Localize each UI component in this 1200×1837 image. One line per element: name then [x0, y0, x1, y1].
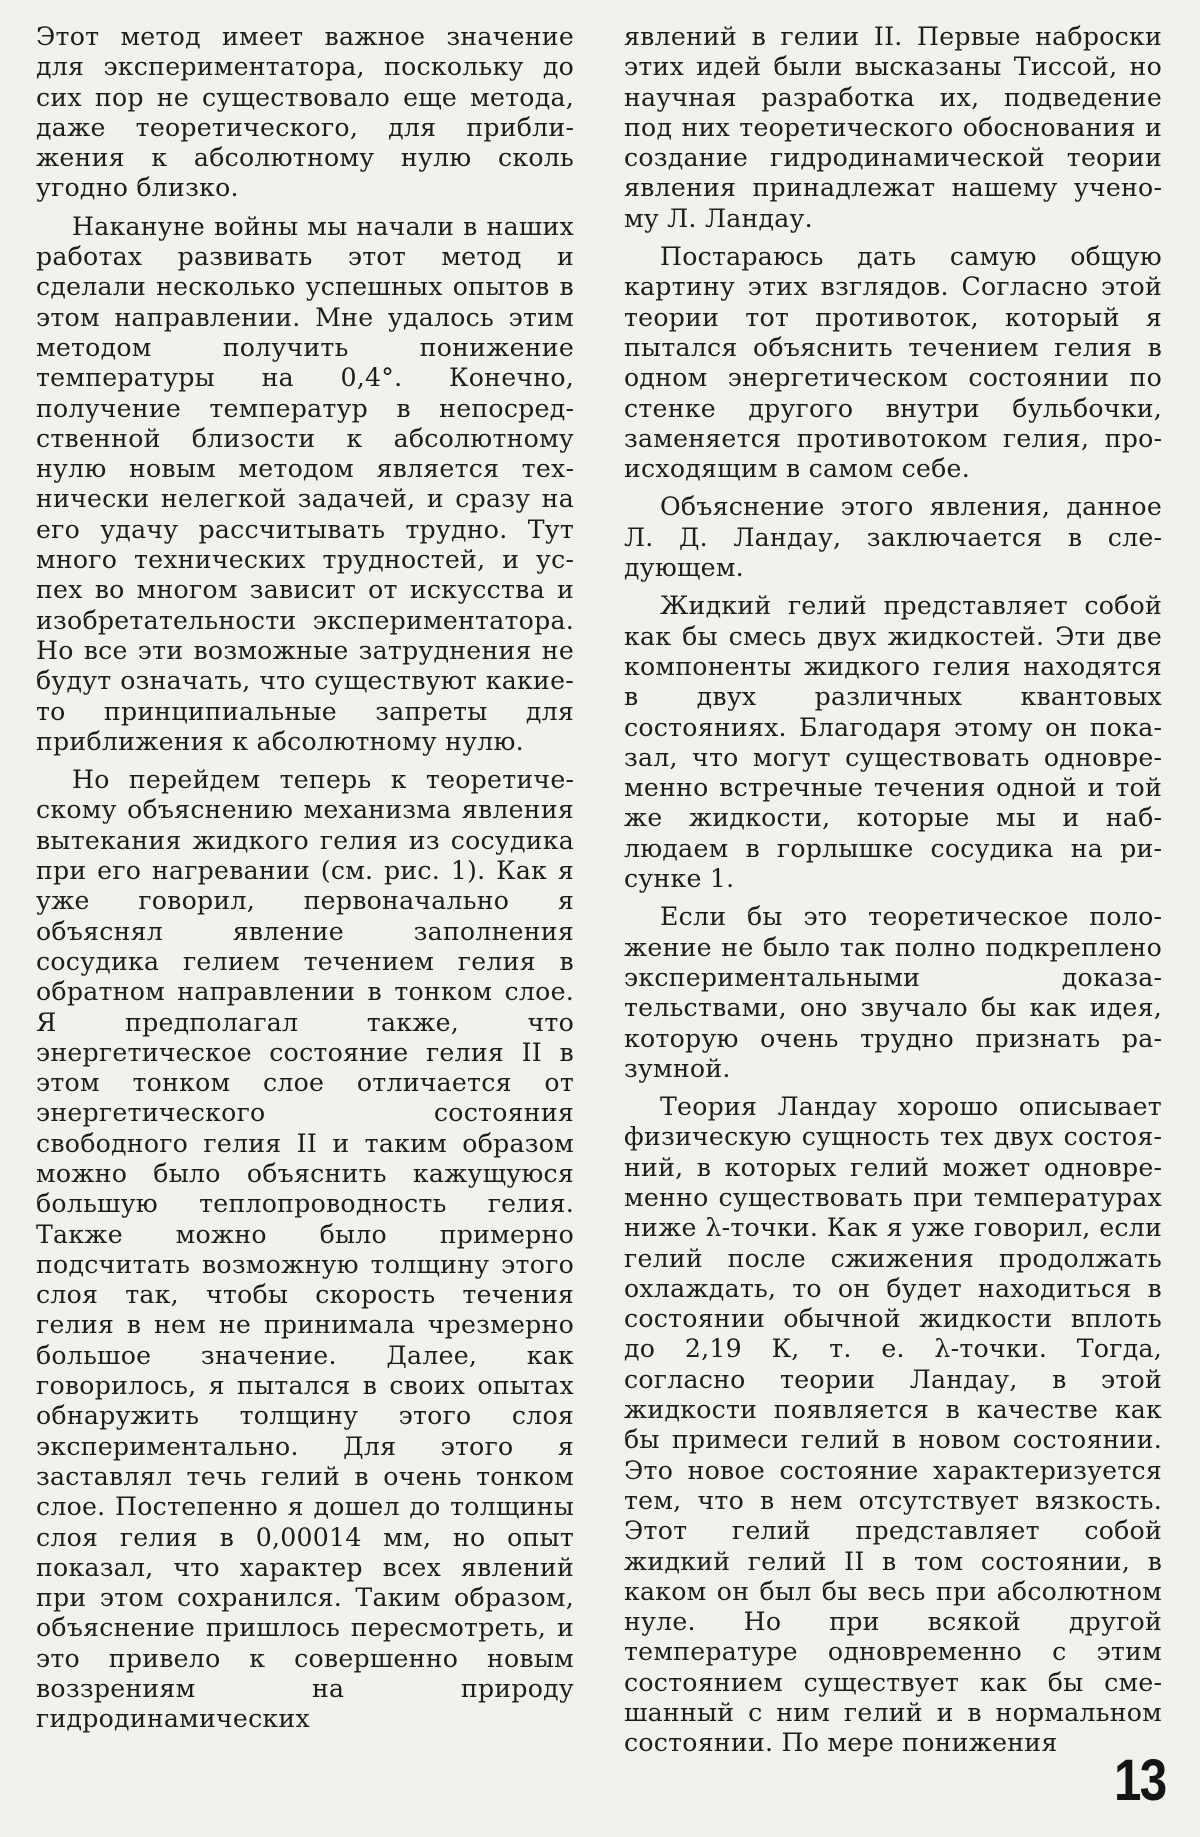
paragraph-9: Теория Ландау хорошо описывает физическую сущность тех двух состояний, в которых гелий может одновременно существовать при температурах ниже λ-точки. Как я уже говорил, если гелий после сжижения продолжать охлаждать, то он будет находиться в состоянии обычной жидкости вплоть до 2,19 К, т. е. λ-точки. Тогда, согласно теории Ландау, в этой жидкости появляется в качестве как бы примеси гелий в новом состоянии. Это новое состояние характеризуется тем, что в нем отсутствует вязкость. Этот гелий представляет собой жидкий гелий II в том состоянии, в каком он был бы весь при абсолютном нуле. Но при всякой другой температуре одновременно с этим состоянием существует как бы смешанный с ним гелий и в нормальном состоянии. По мере понижения: [624, 1092, 1162, 1758]
page-number: 13: [1114, 1748, 1166, 1813]
paragraph-1: Этот метод имеет важное значение для экспериментатора, поскольку до сих пор не существовало еще метода, даже теоретического, для приближения к абсолютному нулю сколь угодно близко.: [36, 22, 574, 203]
right-text-column: [624, 22, 1162, 1767]
paragraph-5: Постараюсь дать самую общую картину этих взглядов. Согласно этой теории тот противоток, который я пытался объяснить течением гелия в одном энергетическом состоянии по стенке другого внутри бульбочки, заменяется противотоком гелия, происходящим в самом себе.: [624, 242, 1162, 484]
paragraph-6: Объяснение этого явления, данное Л. Д. Ландау, заключается в следующем.: [624, 492, 1162, 583]
paragraph-2: Накануне войны мы начали в наших работах развивать этот метод и сделали несколько успешных опытов в этом направлении. Мне удалось этим методом получить понижение температуры на 0,4°. Конечно, получение температур в непосредственной близости к абсолютному нулю новым методом является технически нелегкой задачей, и сразу на его удачу рассчитывать трудно. Тут много технических трудностей, и успех во многом зависит от искусства и изобретательности экспериментатора. Но все эти возможные затруднения не будут означать, что существуют какие-то принципиальные запреты для приближения к абсолютному нулю.: [36, 211, 574, 756]
paragraph-7: Жидкий гелий представляет собой как бы смесь двух жидкостей. Эти две компоненты жидкого гелия находятся в двух различных квантовых состояниях. Благодаря этому он показал, что могут существовать одновременно встречные течения одной и той же жидкости, которые мы и наблюдаем в горлышке сосудика на рисунке 1.: [624, 591, 1162, 894]
left-text-column: [36, 22, 574, 1743]
paragraph-4: явлений в гелии II. Первые наброски этих идей были высказаны Тиссой, но научная разработка их, подведение под них теоретического обоснования и создание гидродинамической теории явления принадлежат нашему ученому Л. Ландау.: [624, 22, 1162, 233]
paragraph-8: Если бы это теоретическое положение не было так полно подкреплено экспериментальными доказательствами, оно звучало бы как идея, которую очень трудно признать разумной.: [624, 902, 1162, 1083]
paragraph-3: Но перейдем теперь к теоретическому объяснению механизма явления вытекания жидкого гелия из сосудика при его нагревании (см. рис. 1). Как я уже говорил, первоначально я объяснял явление заполнения сосудика гелием течением гелия в обратном направлении в тонком слое. Я предполагал также, что энергетическое состояние гелия II в этом тонком слое отличается от энергетического состояния свободного гелия II и таким образом можно было объяснить кажущуюся большую теплопроводность гелия. Также можно было примерно подсчитать возможную толщину этого слоя так, чтобы скорость течения гелия в нем не принимала чрезмерно большое значение. Далее, как говорилось, я пытался в своих опытах обнаружить толщину этого слоя экспериментально. Для этого я заставлял течь гелий в очень тонком слое. Постепенно я дошел до толщины слоя гелия в 0,00014 мм, но опыт показал, что характер всех явлений при этом сохранился. Таким образом, объяснение пришлось пересмотреть, и это привело к совершенно новым воззрениям на природу гидродинамических: [36, 765, 574, 1734]
